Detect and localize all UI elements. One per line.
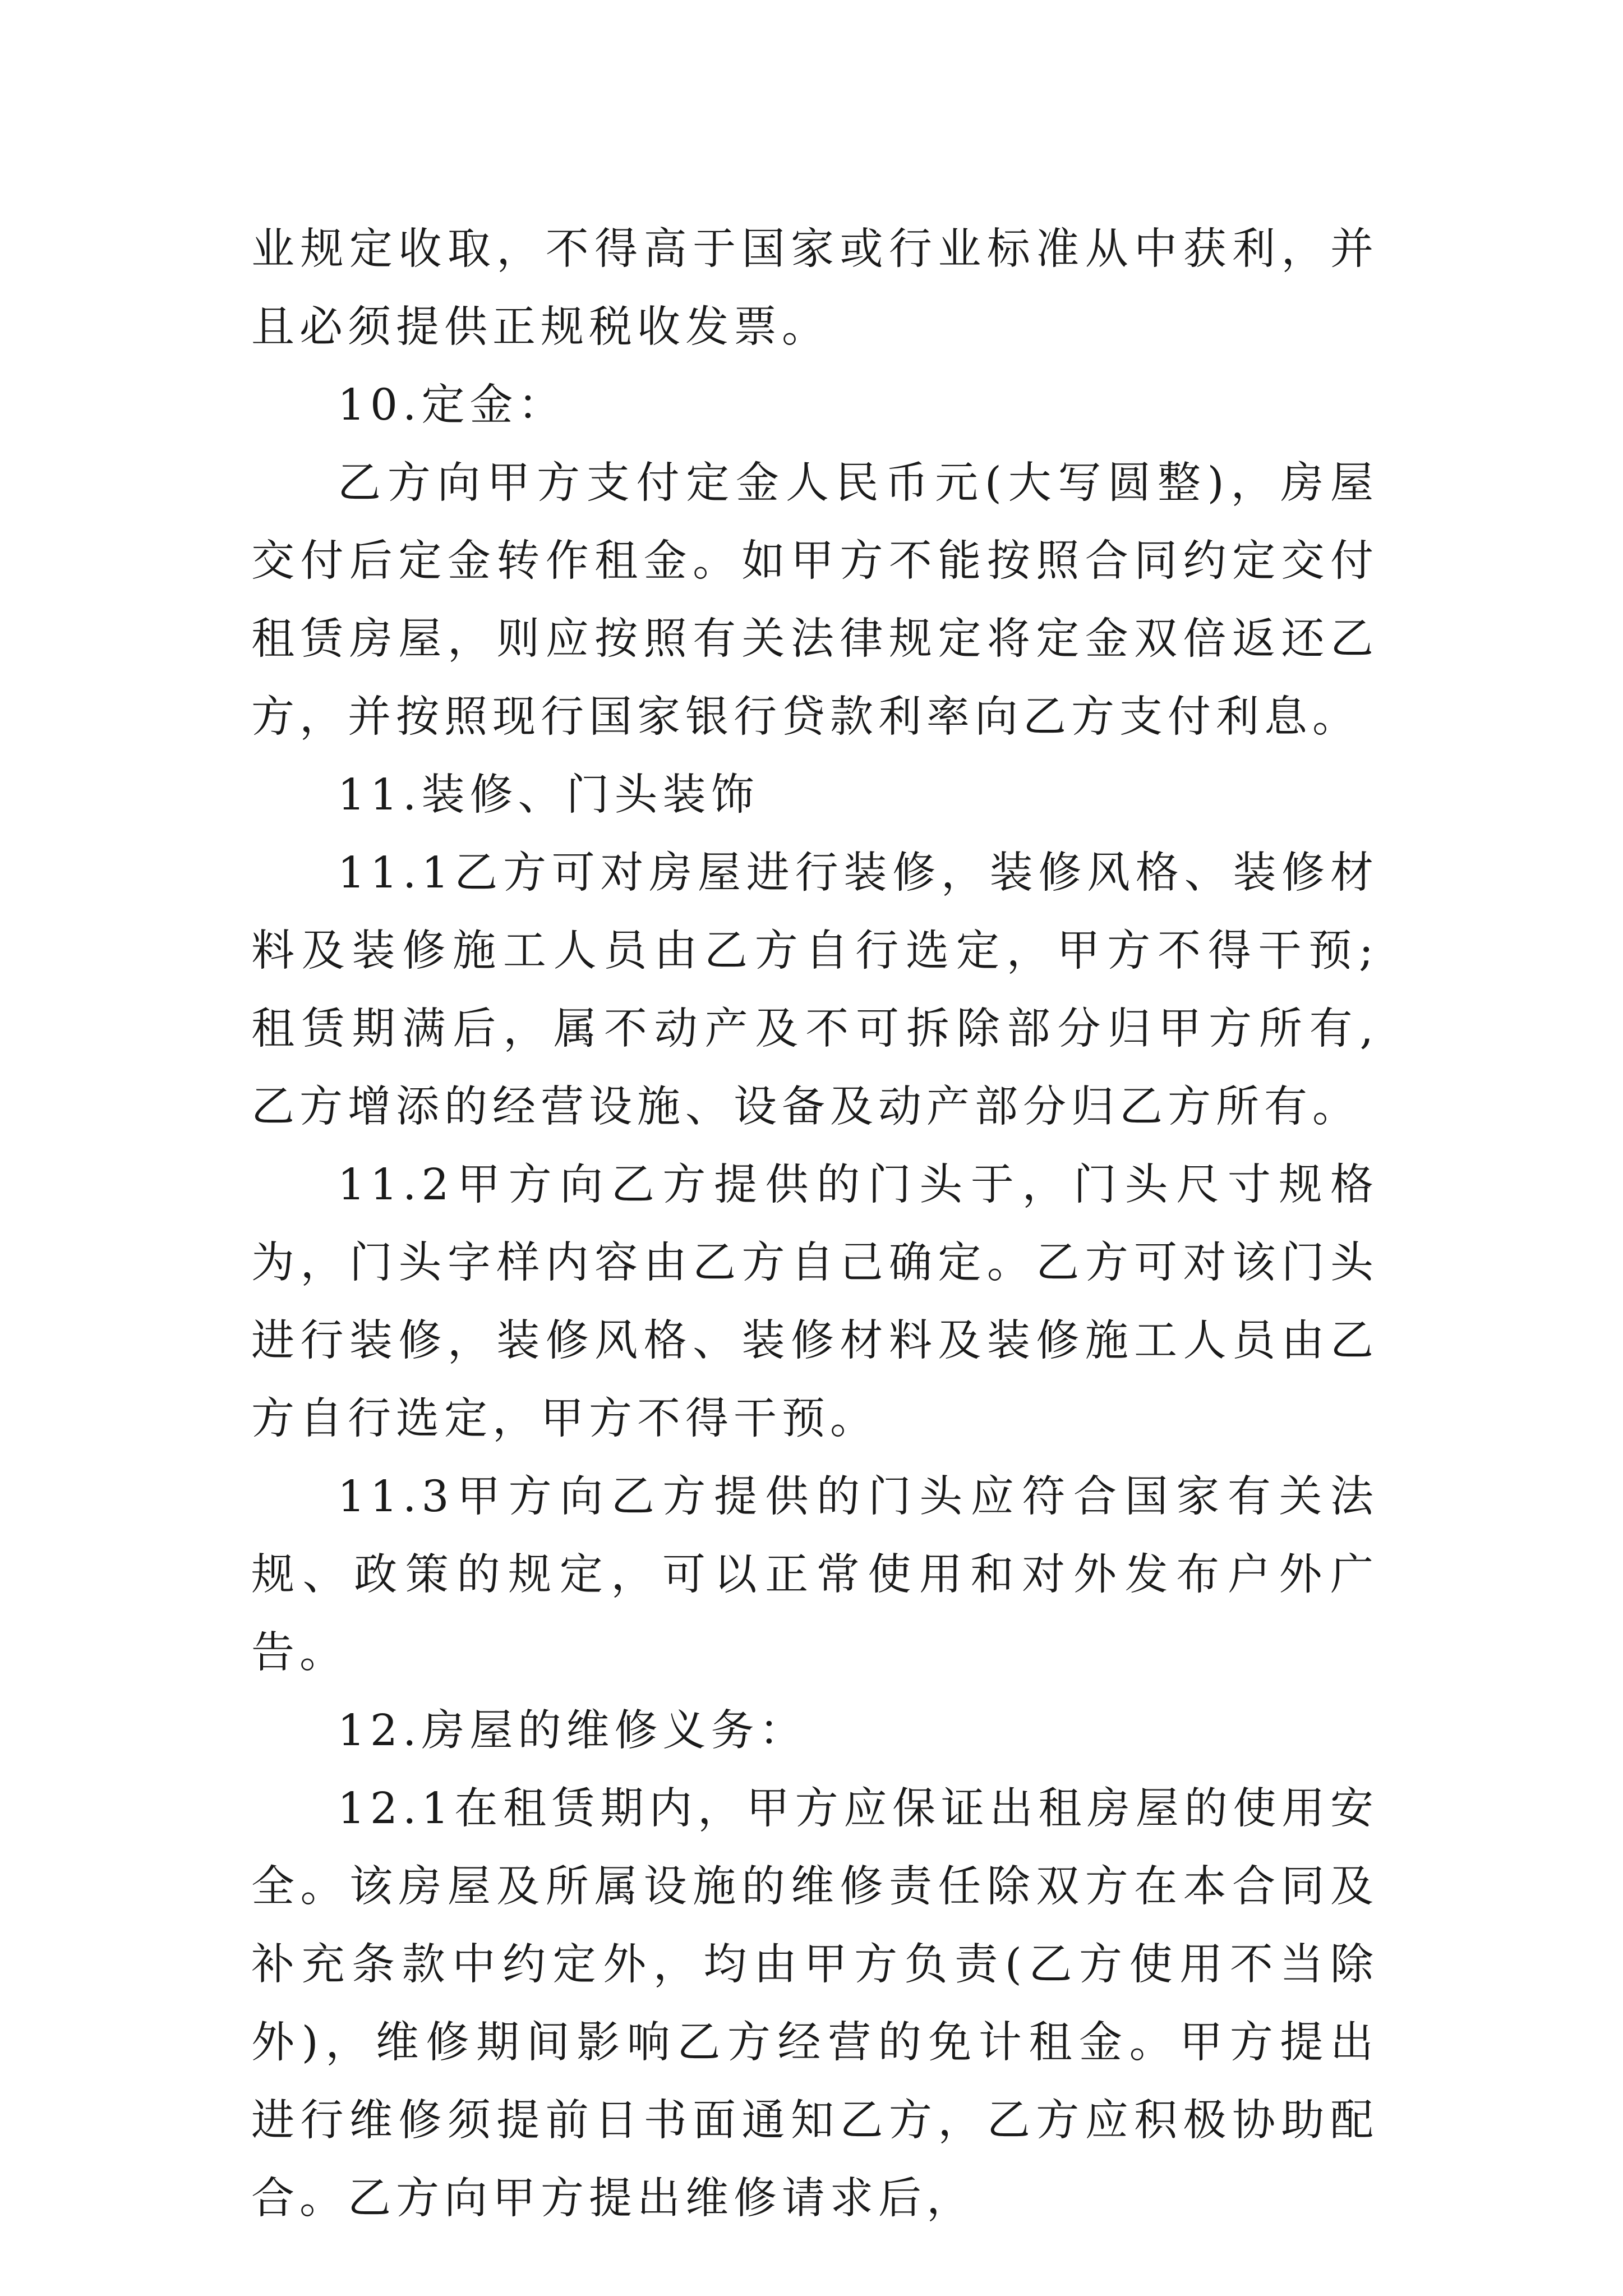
heading-renovation: 11.装修、门头装饰 bbox=[338, 770, 759, 820]
paragraph-fee-continuation: 业规定收取，不得高于国家或行业标准从中获利，并且必须提供正规税收发票。 bbox=[251, 224, 1378, 352]
paragraph-storefront-11-3: 11.3甲方向乙方提供的门头应符合国家有关法规、政策的规定，可以正常使用和对外发布户外广告。 bbox=[251, 1472, 1378, 1678]
paragraph-maintenance-12-1: 12.1在租赁期内，甲方应保证出租房屋的使用安全。该房屋及所属设施的维修责任除双方在本合同及补充条款中约定外，均由甲方负责(乙方使用不当除外)，维修期间影响乙方经营的免计租金。甲方提出进行维修须提前日书面通知乙方，乙方应积极协助配合。乙方向甲方提出维修请求后， bbox=[251, 1784, 1378, 2224]
paragraph-deposit-terms: 乙方向甲方支付定金人民币元(大写圆整)，房屋交付后定金转作租金。如甲方不能按照合同约定交付租赁房屋，则应按照有关法律规定将定金双倍返还乙方，并按照现行国家银行贷款利率向乙方支付利息。 bbox=[251, 458, 1378, 742]
heading-maintenance: 12.房屋的维修义务： bbox=[338, 1706, 808, 1756]
document-body bbox=[251, 210, 1378, 2238]
paragraph-renovation-11-1: 11.1乙方可对房屋进行装修，装修风格、装修材料及装修施工人员由乙方自行选定，甲方不得干预;租赁期满后，属不动产及不可拆除部分归甲方所有,乙方增添的经营设施、设备及动产部分归乙方所有。 bbox=[251, 848, 1378, 1132]
paragraph-storefront-11-2: 11.2甲方向乙方提供的门头于，门头尺寸规格为，门头字样内容由乙方自己确定。乙方可对该门头进行装修，装修风格、装修材料及装修施工人员由乙方自行选定，甲方不得干预。 bbox=[251, 1160, 1378, 1444]
heading-deposit: 10.定金： bbox=[338, 380, 566, 430]
